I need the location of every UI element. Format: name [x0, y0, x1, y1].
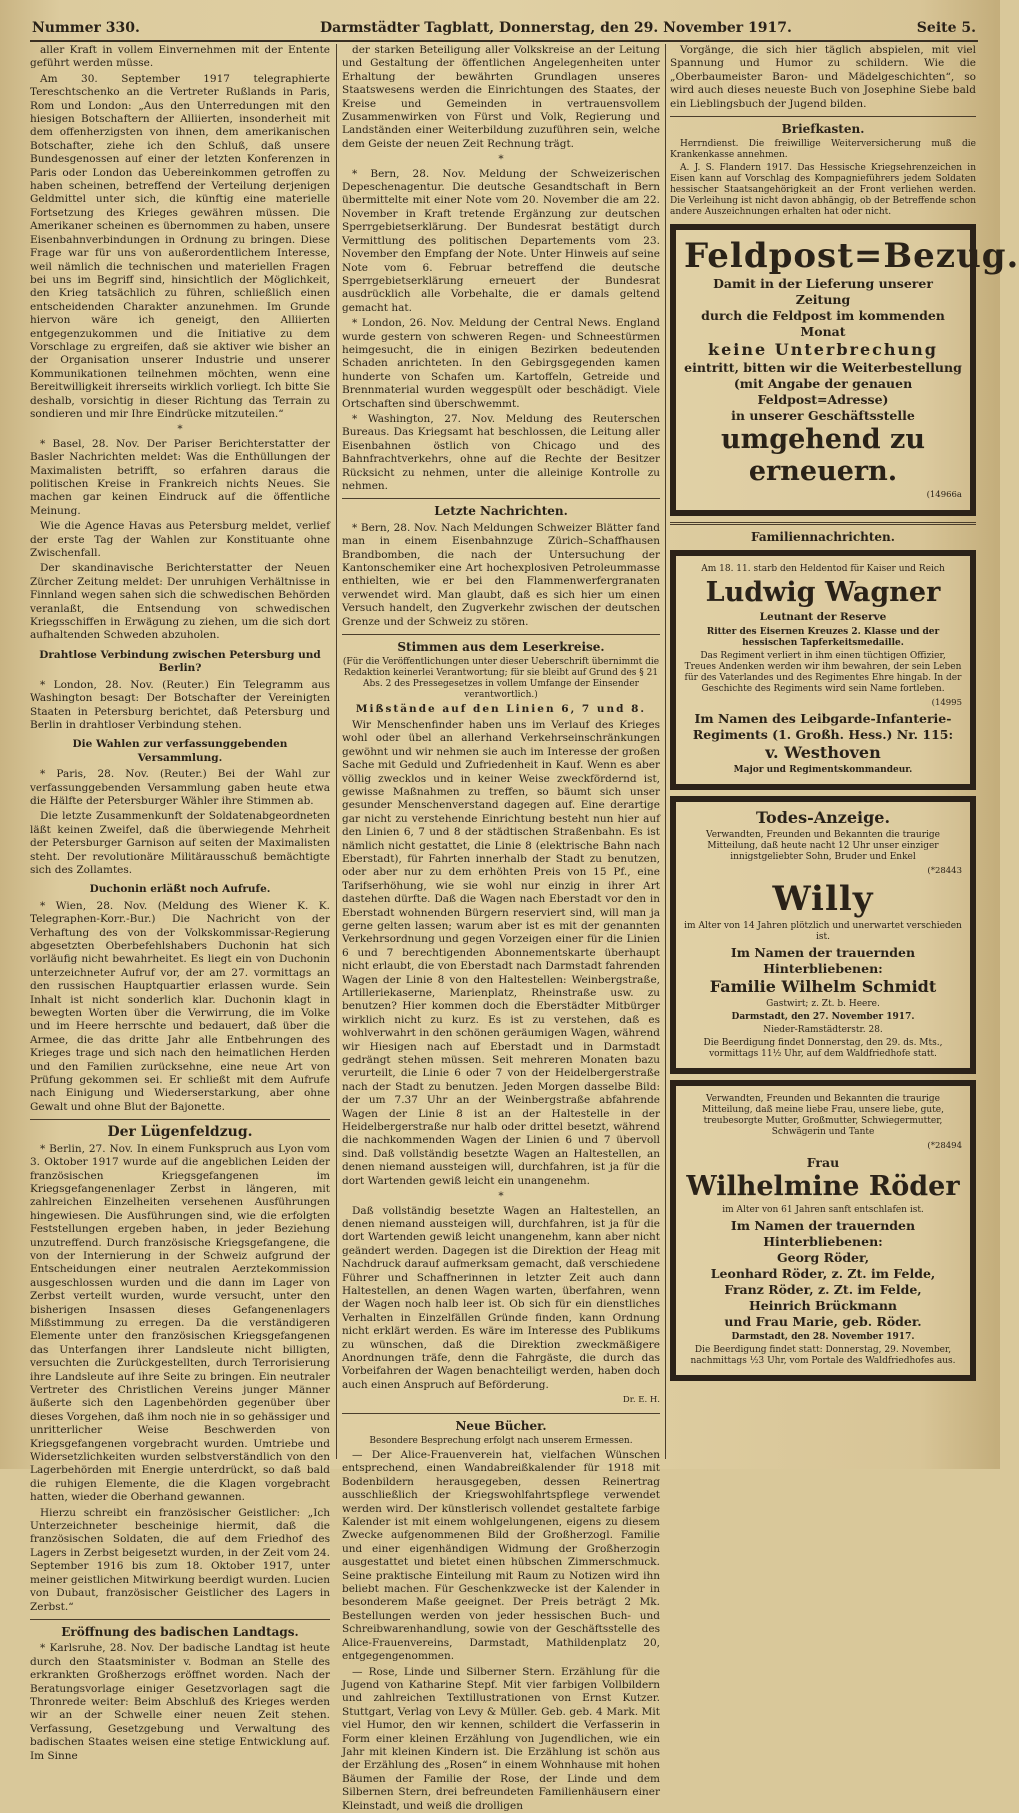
page-number: Seite 5. — [916, 20, 976, 36]
article-paragraph: * Bern, 28. Nov. Nach Meldungen Schweizer Blätter fand man in einem Eisenbahnzuge Zürich–Schaffhausen Brandbomben, die nach der Untersuchung der Kantonschemiker eine Art hochexplosiven Petroleummasse enthielten, wie er bei den Flammenwerfergranaten verwendet wird. Man glaubt, daß es sich hier um einen Versuch handelt, den Zugverkehr zwischen der deutschen Grenze und der Schweiz zu stören. — [342, 521, 660, 628]
obituary-wagner — [670, 550, 976, 790]
ad-line: in unserer Geschäftsstelle — [731, 408, 915, 424]
divider — [670, 116, 976, 117]
column-2 — [342, 44, 660, 1812]
obituary-intro: Am 18. 11. starb den Heldentod für Kaiser und Reich — [701, 564, 945, 575]
article-paragraph: Vorgänge, die sich hier täglich abspielen, mit viel Spannung und Humor zu schildern. Wie die „Oberbaumeister Baron- und Mädelgeschichten“, so wird auch dieses neueste Buch von Josephine Siebe bald ein Lieblingsbuch der Jugend bilden. — [670, 44, 976, 110]
article-paragraph: * Washington, 27. Nov. Meldung des Reuterschen Bureaus. Das Kriegsamt hat beschlossen, die Leitung aller Eisenbahnen östlich von Chicago und des Bahnfrachtverkehrs, ohne auf die Rechte der Besitzer Rücksicht zu nehmen, unter die alleinige Kontrolle zu nehmen. — [342, 412, 660, 492]
letter-answer: A. J. S. Flandern 1917. Das Hessische Kriegsehrenzeichen in Eisen kann auf Vorschlag des Kompagnieführers jedem Soldaten hessischer Staatsangehörigkeit an der Front verliehen werden. Die Verleihung ist nicht davon abhängig, ob der Betreffende schon andere Auszeichnungen erhalten hat oder nicht. — [670, 163, 976, 218]
obituary-mourner: Heinrich Brückmann — [749, 1297, 897, 1313]
obituary-age: im Alter von 61 Jahren sanft entschlafen ist. — [722, 1204, 924, 1215]
obituary-mourner: und Frau Marie, geb. Röder. — [724, 1313, 922, 1329]
obituary-name: Willy — [772, 879, 874, 920]
article-headline: Die Wahlen zur verfassunggebenden Versammlung. — [72, 738, 288, 764]
obituary-signer-title: Major und Regimentskommandeur. — [733, 765, 913, 776]
obituary-age: im Alter von 14 Jahren plötzlich und unerwartet verschieden ist. — [684, 921, 962, 943]
obituary-text: Das Regiment verliert in ihm einen tüchtigen Offizier, Treues Andenken werden wir ihm bewahren, der sein Leben für des Vaterlandes und des Regimentes Ehre hingab. In der Geschichte des Regiments wird sein Name fortleben. — [684, 650, 962, 694]
ad-reference: (14995 — [931, 697, 962, 708]
article-paragraph: — Der Alice-Frauenverein hat, vielfachen Wünschen entsprechend, einen Wandabreißkalender für 1918 mit Bodenbildern herausgegeben, dessen Reinertrag ausschließlich der Kriegswohlfahrtspflege verwendet werden wird. Der künstlerisch vollendet gestaltete farbige Kalender ist mit einem wohlgelungenen, eigens zu diesem Zwecke aufgenommenen Bild der Großherzogl. Familie und einer eigenhändigen Widmung der Großherzogin ausgestattet und bietet einen hübschen Zimmerschmuck. Seine praktische Einteilung mit Raum zu Notizen wird ihn beliebt machen. Für Geschenkzwecke ist der Kalender in besonderem Maße geeignet. Der Preis beträgt 2 Mk. Bestellungen werden von jeder hessischen Buch- und Schreibwarenhandlung, sowie von der Geschäftsstelle des Alice-Frauenvereins, Darmstadt, Mathildenplatz 20, entgegengenommen. — [342, 1449, 660, 1663]
article-paragraph: * Wien, 28. Nov. (Meldung des Wiener K. K. Telegraphen-Korr.-Bur.) Die Nachricht von der Verhaftung des von der Volkskommissar-Regierung abgesetzten Oberbefehlshabers Duchonin hat sich vorläufig nicht bewahrheitet. Es liegt ein von Duchonin unterzeichneter Aufruf vor, der am 27. vormittags an den russischen Hauptquartier erlassen wurde. Sein Inhalt ist nicht sonderlich klar. Duchonin klagt in bewegten Worten über die Verwirrung, die im Volke und im Heere herrschte und bedauert, daß über die Armee, die das dritte Jahr alle Entbehrungen des Krieges trage und sich nach den heimatlichen Herden und den Familien zurücksehne, eine neue Art von Prüfung gekommen sei. Er schließt mit dem Aufrufe nach Einigung und Wiederserstarkung, aber ohne Gewalt und ohne Blut der Bajonette. — [30, 899, 330, 1113]
divider — [342, 498, 660, 499]
obituary-signer: v. Westhoven — [765, 743, 881, 763]
article-headline: Letzte Nachrichten. — [434, 504, 568, 519]
obituary-mourner: Leonhard Röder, z. Zt. im Felde, — [710, 1265, 936, 1281]
obituary-signer-line: Regiments (1. Großh. Hess.) Nr. 115: — [692, 727, 954, 743]
article-paragraph: * Bern, 28. Nov. Meldung der Schweizerischen Depeschenagentur. Die deutsche Gesandtschaft in Bern übermittelte mit einer Note vom 20. November die am 22. November in Kraft tretende Ergänzung zur deutschen Sperrgebietserklärung. Der Bundesrat bestätigt durch Vermittlung des politischen Departements vom 23. November den Empfang der Note. Unter Hinweis auf seine Note vom 6. Februar betreffend die deutsche Sperrgebietserklärung erneuert der Bundesrat ausdrücklich alle Vorbehalte, die er damals geltend gemacht hat. — [342, 167, 660, 314]
ad-line: (mit Angabe der genauen Feldpost=Adresse) — [733, 376, 913, 408]
obituary-prefix: Frau — [806, 1154, 840, 1170]
column-rule — [336, 44, 337, 1459]
obituary-honors: Ritter des Eisernen Kreuzes 2. Klasse und der hessischen Tapferkeitsmedaille. — [706, 626, 940, 648]
obituary-address: Nieder-Ramstädterstr. 28. — [763, 1025, 883, 1036]
obituary-signer-line: Im Namen der trauernden Hinterbliebenen: — [730, 1217, 916, 1249]
ad-line: eintritt, bitten wir die Weiterbestellung — [684, 360, 962, 376]
article-paragraph: * Karlsruhe, 28. Nov. Der badische Landtag ist heute durch den Staatsminister v. Bodman an Stelle des erkrankten Großherzogs eröffnet worden. Nach der Beratungsvorlage einiger Gesetzvorlagen sagt die Thronrede weiter: Beim Abschluß des Krieges werden wir an der Schwelle einer neuen Zeit stehen. Verfassung, Gesetzgebung und Verwaltung des badischen Staates weisen eine stetige Entwicklung auf. Im Sinne — [30, 1642, 330, 1762]
feldpost-advertisement — [670, 224, 1019, 515]
article-signature: Dr. E. H. — [622, 1395, 660, 1406]
masthead — [30, 18, 978, 42]
article-paragraph: Hierzu schreibt ein französischer Geistlicher: „Ich Unterzeichneter bescheinige hiermit, daß die französischen Soldaten, die auf dem Friedhof des Lagers in Zerbst beigesetzt wurden, in der Zeit vom 24. September 1916 bis zum 18. Oktober 1917, unter meiner geistlichen Mitwirkung beerdigt wurden. Lucien von Dubaut, französischer Geistlicher des Lagers in Zerbst.“ — [30, 1506, 330, 1613]
obituary-name: Ludwig Wagner — [705, 577, 941, 609]
article-paragraph: Die letzte Zusammenkunft der Soldatenabgeordneten läßt keinen Zweifel, daß die überwiegende Mehrheit der Petersburger Garnison auf seiten der Maximalisten steht. Der revolutionäre Militärausschuß bemächtigte sich des Zollamtes. — [30, 810, 330, 876]
ad-title: Feldpost=Bezug. — [684, 236, 1019, 277]
editorial-note: Besondere Besprechung erfolgt nach unserem Ermessen. — [369, 1436, 633, 1446]
article-headline: Stimmen aus dem Leserkreise. — [397, 640, 605, 655]
ad-line: Damit in der Lieferung unserer Zeitung — [713, 276, 933, 308]
separator-star: * — [498, 153, 504, 166]
article-paragraph: Daß vollständig besetzte Wagen an Haltestellen, an denen niemand aussteigen will, durchfahren, ist ja für die dort Wartenden gewiß leicht unangenehm, kann aber nicht geändert werden. Dagegen ist die Direktion der Heag mit Nachdruck darauf aufmerksam gemacht, daß verschiedene Führer und Schaffnerinnen in letzter Zeit auch dann Haltestellen, an denen Wagen warten, überfahren, wenn der Wagen noch halb leer ist. Ob sich für ein dienstliches Verhalten in Einzelfällen Gründe finden, kann Ordnung nicht erklärt werden. Es wäre im Interesse des Publikums zu wünschen, daß die Direktion zweckmäßigere Anordnungen träfe, denn die Fahrgäste, die durch das Vorbeifahren der Wagen benachteiligt werden, haben doch auch einen Anspruch auf Beförderung. — [342, 1204, 660, 1391]
article-subheadline: Mißstände auf den Linien 6, 7 und 8. — [355, 703, 647, 716]
obituary-willy — [670, 796, 976, 1074]
article-paragraph: Der skandinavische Berichterstatter der Neuen Zürcher Zeitung meldet: Der unruhigen Verhältnisse in Finnland wegen sahen sich die schwedischen Behörden veranlaßt, die Entsendung von schwedischen Kriegsschiffen in Erwägung zu ziehen, um die sich dort aufhaltenden Schweden abzuholen. — [30, 562, 330, 642]
obituary-mourner: Georg Röder, — [776, 1249, 870, 1265]
obituary-mourner: Franz Röder, z. Zt. im Felde, — [724, 1281, 922, 1297]
divider — [670, 522, 976, 525]
article-headline: Duchonin erläßt noch Aufrufe. — [89, 883, 271, 896]
obituary-burial: Die Beerdigung findet statt: Donnerstag, 29. November, nachmittags ½3 Uhr, vom Portale des Waldfriedhofes aus. — [690, 1344, 956, 1366]
obituary-family-note: Gastwirt; z. Zt. b. Heere. — [766, 999, 880, 1010]
column-1 — [30, 44, 330, 1762]
obituary-burial: Die Beerdigung findet Donnerstag, den 29. ds. Mts., vormittags 11½ Uhr, auf dem Waldfriedhofe statt. — [703, 1038, 943, 1060]
article-headline: Eröffnung des badischen Landtags. — [61, 1624, 299, 1639]
article-paragraph: der starken Beteiligung aller Volkskreise an der Leitung und Gestaltung der öffentlichen Angelegenheiten unter Erhaltung der bewährten Grundlagen unseres Staatswesens werden die Einrichtungen des Staates, der Kreise und Gemeinden in vertrauensvollem Zusammenwirken von Fürst und Volk, Regierung und Landständen einer Weiterbildung zuzuführen sein, welche dem Geiste der neuen Zeit Rechnung trägt. — [342, 44, 660, 150]
article-headline: Briefkasten. — [781, 122, 865, 137]
ad-reference: (14966a — [926, 490, 962, 501]
ad-line: keine Unterbrechung — [708, 340, 938, 360]
article-headline: Drahtlose Verbindung zwischen Petersburg und Berlin? — [39, 648, 321, 675]
obituary-place-date: Darmstadt, den 28. November 1917. — [731, 1331, 915, 1342]
obituary-name: Wilhelmine Röder — [686, 1170, 960, 1202]
divider — [30, 1119, 330, 1120]
obituary-text: Verwandten, Freunden und Bekannten die traurige Mitteilung, daß heute nacht 12 Uhr unser einziger innigstgeliebter Sohn, Bruder und Enkel — [706, 830, 940, 863]
article-paragraph: * London, 28. Nov. (Reuter.) Ein Telegramm aus Washington besagt: Der Botschafter der Vereinigten Staaten in Petersburg berichtet, daß Petersburg und Berlin in drahtloser Verbindung stehen. — [30, 678, 330, 731]
article-paragraph: — Rose, Linde und Silberner Stern. Erzählung für die Jugend von Katharine Stepf. Mit vier farbigen Vollbildern und zahlreichen Textillustrationen von Ernst Kutzer. Stuttgart, Verlag von Levy & Müller. Geb. geb. 4 Mark. Mit viel Humor, den wir kennen, schildert die Verfasserin in Form einer kleinen Erzählung von Jugendlichen, wie ein Jahr mit kleinen Kindern ist. Die Erzählung ist schön aus der Erzählung des „Rosen“ in einem Wohnhause mit hohen Bäumen der Familie der Rose, der Linde und dem Silbernen Stern, drei befreundeten Familienhäusern einer Kleinstadt, und weiß die drolligen — [342, 1665, 660, 1812]
section-heading: Familiennachrichten. — [751, 529, 895, 544]
divider — [342, 634, 660, 635]
obituary-title: Todes-Anzeige. — [755, 808, 891, 828]
divider — [30, 1619, 330, 1620]
article-paragraph: * Berlin, 27. Nov. In einem Funkspruch aus Lyon vom 3. Oktober 1917 wurde auf die angeblichen Leiden der französischen Kriegsgefangenen im Kriegsgefangenenlager Zerbst in längeren, mit zahlreichen Einzelheiten versehenen Ausführungen hingewiesen. Die Ausführungen sind, wie die erfolgten Feststellungen ergeben haben, in jeder Beziehung unzutreffend. Durch französische Kriegsgefangene, die von der Internierung in der Schweiz aufgrund der Entscheidungen einer neutralen Aerztekommission ausgeschlossen wurden und die dann im Lager von Zerbst verteilt wurden, wurde versucht, unter den bisherigen Insassen dieses Gefangenenlagers Mißstimmung zu erregen. Da die verständigeren Elemente unter den französischen Kriegsgefangenen das Unterfangen ihrer Landsleute nicht billigten, versuchten die Zurückgestellten, durch Terrorisierung ihre Landsleute auf ihre Seite zu bringen. Ein neutraler Vertreter des Christlichen Vereins junger Männer äußerte sich den Lagenbehörden gegenüber über dieses Vorgehen, daß ihm noch nie in so gehässiger und unritterlicher Weise Beschwerden von Kriegsgefangenen vorgebracht wurden. Umtriebe und Widersetzlichkeiten wurden selbstverständlich von den Lagerbehörden mit Energie unterdrückt, so daß bald die ruhigen Elemente, die die Klagen vorgebracht hatten, wieder die Oberhand gewannen. — [30, 1142, 330, 1504]
obituary-signer-line: Im Namen der trauernden Hinterbliebenen: — [730, 945, 916, 977]
divider — [342, 1413, 660, 1414]
ad-line: durch die Feldpost im kommenden Monat — [701, 308, 945, 340]
article-paragraph: * Basel, 28. Nov. Der Pariser Berichterstatter der Basler Nachrichten meldet: Was die Enthüllungen der Maximalisten betrifft, so erfahren daraus die politischen Kreise in Frankreich nichts Neues. Sie machen gar keinen Eindruck auf die öffentliche Meinung. — [30, 437, 330, 517]
obituary-rank: Leutnant der Reserve — [759, 611, 887, 624]
obituary-signer-line: Im Namen des Leibgarde-Infanterie- — [694, 711, 952, 727]
article-paragraph: aller Kraft in vollem Einvernehmen mit der Entente geführt werden müsse. — [30, 44, 330, 70]
issue-number: Nummer 330. — [32, 20, 140, 36]
article-paragraph: Wir Menschenfinder haben uns im Verlauf des Krieges wohl oder übel an allerhand Verkehrseinschränkungen gewöhnt und wir nehmen sie auch im Interesse der großen Sache mit Geduld und Zufriedenheit in Kauf. Wenn es aber völlig zwecklos und in keiner Weise zweckfördernd ist, gewisse Maßnahmen zu treffen, so bäumt sich unser gesunder Menschenverstand dagegen auf. Eine derartige gar nicht zu verstehende Einrichtung besteht nun hier auf den Linien 6, 7 und 8 der städtischen Straßenbahn. Es ist nämlich nicht gestattet, die Linie 8 (elektrische Bahn nach Eberstadt), für Fahrten innerhalb der Stadt zu benutzen, oder aber nur zu dem erhöhten Preis von 15 Pf., eine Tarifserhöhung, wie sie wohl nur einzig in ihrer Art dastehen dürfte. Daß die Wagen nach Eberstadt vor den in Eberstadt wohnenden Bürgern reserviert sind, will man ja gerne gelten lassen; warum aber ist es mit der genannten Verkehrsordnung und gegen Vorzeigen einer für die Linien 6 und 7 berechtigenden Abonnementskarte überhaupt nicht erlaubt, die von Eberstadt nach Darmstadt fahrenden Wagen der Linie 8 von den Haltestellen: Weinbergstraße, Artilleriekaserne, Marienplatz, Rheinstraße usw. zu benutzen? Hier kommen doch die Eberstädter Mitbürger wirklich nicht zu kurz. Es ist zu verstehen, daß es wohlverwahrt in den schönen geräumigen Wagen, während wir Hiesigen nach auf Eberstadt und in Darmstadt gedrängt stehen müssen. Seit mehreren Monaten bazu verurteilt, die Linie 6 oder 7 von der Heidelbergerstraße nach der Stadt zu benutzen. Jeden Morgen dasselbe Bild: der um 7.37 Uhr an der Weinbergstraße abfahrende Wagen der Linie 8 ist an der Haltestelle in der Heidelbergerstraße nur halb oder drittel besetzt, während die nachkommenden Wagen der Linien 6 und 7 übervoll sind. Daß vollständig besetzte Wagen an Haltestellen, an denen niemand aussteigen will, durchfahren, ist ja für die dort Wartenden gewiß leicht ein unangenehm. — [342, 718, 660, 1187]
article-paragraph: * Paris, 28. Nov. (Reuter.) Bei der Wahl zur verfassunggebenden Versammlung gaben heute etwa die Hälfte der Petersburger Wähler ihre Stimmen ab. — [30, 768, 330, 807]
separator-star: * — [498, 1190, 504, 1203]
column-3 — [670, 44, 1019, 1461]
article-paragraph: Am 30. September 1917 telegraphierte Tereschtschenko an die Vertreter Rußlands in Paris, Rom und London: „Aus den Unterredungen mit den hiesigen Botschaftern der Alliierten, insonderheit mit dem offenherzigsten von ihnen, dem amerikanischen Botschafter, ziehe ich den Schluß, daß unsere Bundesgenossen auf einer der letzten Konferenzen in Paris oder London das Uebereinkommen getroffen zu haben scheinen, betreffend der Verteilung derjenigen Geldmittel unter sich, die künftig eine materielle Fortsetzung des Krieges gewähren müssen. Die Amerikaner scheinen es übernommen zu haben, unsere Eisenbahnverbindungen in Ordnung zu bringen. Diese Frage war für uns von außerordentlichem Interesse, weil nämlich die technischen und materiellen Fragen bei uns im Begriff sind, hinsichtlich der Möglichkeit, den Krieg tatsächlich zu führen, schließlich einen entscheidenden Charakter anzunehmen. Im Grunde hiervon wäre ich geneigt, den Alliierten entgegenzukommen und die Initiative zu dem Vorschlage zu ergreifen, daß sie aktiver wie bisher an der Organisation unserer Industrie und unserer Kommunikationen teilnehmen möchten, wenn eine Bereitwilligkeit ihrerseits wirklich vorliegt. Ich bitte Sie deshalb, vorsichtig in dieser Richtung das Terrain zu sondieren und mir Ihre Eindrücke mitzuteilen.“ — [30, 72, 330, 420]
ad-reference: (*28494 — [927, 1141, 962, 1152]
letter-answer: Herrndienst. Die freiwillige Weiterversicherung muß die Krankenkasse annehmen. — [670, 139, 976, 161]
obituary-text: Verwandten, Freunden und Bekannten die traurige Mitteilung, daß meine liebe Frau, unsere liebe, gute, treubesorgte Mutter, Großmutter, Schwiegermutter, Schwägerin und Tante — [702, 1094, 944, 1138]
article-paragraph: * London, 26. Nov. Meldung der Central News. England wurde gestern von schweren Regen- und Schneestürmen heimgesucht, die in einigen Bezirken bedeutenden Schaden anrichteten. In den Gebirgsgegenden kamen hunderte von Schafen um. Kartoffeln, Getreide und Brennmaterial wurden weggespült oder beschädigt. Viele Ortschaften sind überschwemmt. — [342, 317, 660, 410]
obituary-family: Familie Wilhelm Schmidt — [709, 977, 937, 997]
article-headline: Neue Bücher. — [455, 1418, 547, 1433]
column-rule — [665, 44, 666, 1459]
ad-reference: (*28443 — [927, 866, 962, 877]
editorial-note: (Für die Veröffentlichungen unter dieser Ueberschrift übernimmt die Redaktion keinerlei Verantwortung; für sie bleibt auf Grund des § 21 Abs. 2 des Pressegesetzes in vollem Umfange der Einsender verantwortlich.) — [342, 657, 660, 701]
ad-line: umgehend zu erneuern. — [721, 424, 925, 488]
article-headline: Der Lügenfeldzug. — [107, 1124, 253, 1141]
obituary-place-date: Darmstadt, den 27. November 1917. — [731, 1012, 915, 1023]
article-paragraph: Wie die Agence Havas aus Petersburg meldet, verlief der erste Tag der Wahlen zur Konstituante ohne Zwischenfall. — [30, 520, 330, 560]
obituary-roeder — [670, 1080, 976, 1380]
newspaper-title: Darmstädter Tagblatt, Donnerstag, den 29. November 1917. — [320, 20, 792, 36]
separator-star: * — [177, 423, 183, 436]
